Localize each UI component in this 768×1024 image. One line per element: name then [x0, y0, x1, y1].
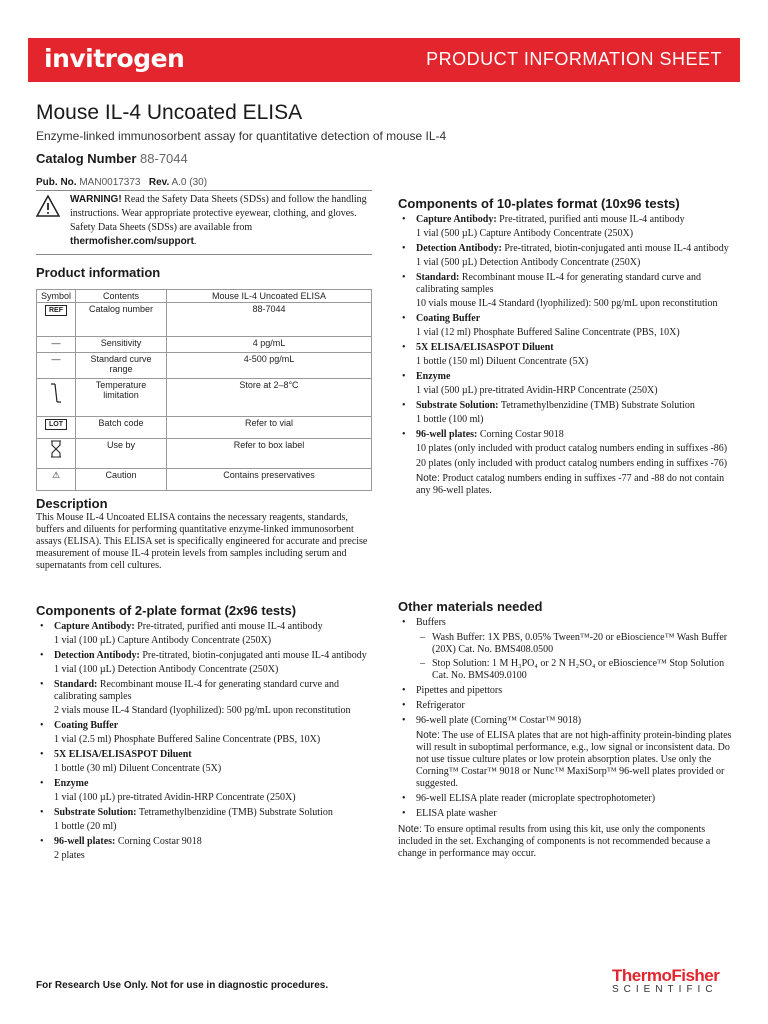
list-item: • Buffers [398, 617, 734, 629]
list-item: • Refrigerator [398, 700, 734, 712]
table-cell: Refer to vial [167, 417, 372, 439]
header-bar [28, 38, 740, 82]
item-label: Enzyme [416, 371, 451, 382]
table-cell: Catalog number [76, 303, 167, 337]
plates-note [398, 473, 734, 497]
item-text: Tetramethylbenzidine (TMB) Substrate Solution [136, 807, 333, 818]
brand-sub: SCIENTIFIC [612, 984, 718, 995]
list-item [398, 313, 734, 325]
warning-text [70, 193, 372, 249]
list-subitem: 20 plates (only included with product catalog numbers ending in suffixes -76) [416, 458, 728, 469]
table-header-row [37, 290, 372, 303]
invitrogen-logo: invitrogen [44, 44, 185, 73]
note-text: To ensure optimal results from using this kit, use only the components included in the set. Exchanging of components is not recommended because a change in performance may occur. [398, 824, 711, 859]
item-label: Detection Antibody: [416, 243, 502, 254]
table-cell: Sensitivity [76, 337, 167, 353]
pub-value: MAN0017373 [79, 177, 141, 188]
list-subitem: – Wash Buffer: 1X PBS, 0.05% Tween™-20 or eBioscience™ Wash Buffer (20X) Cat. No. BMS408.0500 [398, 632, 734, 656]
other-materials-heading: Other materials needed [398, 599, 543, 614]
list-subitem: – Stop Solution: 1 M H₃PO₄ or 2 N H₂SO₄ or eBioscience™ Stop Solution Cat. No. BMS409.0100 [398, 658, 734, 682]
table-cell: Refer to box label [167, 439, 372, 469]
item-text: Pre-titrated, purified anti mouse IL-4 antibody [496, 214, 685, 225]
final-note [398, 824, 734, 860]
item-label: Capture Antibody: [54, 621, 135, 632]
item-label: Coating Buffer [54, 720, 119, 731]
footer-disclaimer: For Research Use Only. Not for use in diagnostic procedures. [36, 980, 329, 991]
list-item [36, 650, 372, 662]
dash-symbol: — [37, 353, 76, 379]
lot-symbol-icon: LOT [45, 419, 67, 430]
hourglass-icon [50, 440, 62, 458]
item-label: Standard: [54, 679, 98, 690]
table-cell: 4 pg/mL [167, 337, 372, 353]
item-label: Enzyme [54, 778, 89, 789]
page-title: Mouse IL-4 Uncoated ELISA [36, 101, 303, 124]
list-subitem: 1 vial (500 µL) pre-titrated Avidin-HRP Concentrate (250X) [416, 385, 658, 396]
item-label: Substrate Solution: [416, 400, 499, 411]
list-subitem: 2 vials mouse IL-4 Standard (lyophilized): 500 pg/mL upon reconstitution [54, 705, 351, 716]
table-row [37, 439, 372, 469]
note-label: Note: [398, 824, 422, 835]
item-text: Recombinant mouse IL-4 for generating standard curve and calibrating samples [416, 272, 701, 295]
table-row [37, 303, 372, 337]
table-cell: Standard curve range [76, 353, 167, 379]
list-subitem: 1 vial (100 µL) Capture Antibody Concentrate (250X) [54, 635, 272, 646]
list-item [36, 679, 372, 703]
list-item [36, 621, 372, 633]
list-item [36, 720, 372, 732]
list-item [398, 429, 734, 441]
item-label: 5X ELISA/ELISASPOT Diluent [54, 749, 192, 760]
ref-symbol-icon: REF [45, 305, 67, 316]
table-row [37, 337, 372, 353]
list-item [36, 778, 372, 790]
list-subitem: 1 bottle (30 ml) Diluent Concentrate (5X) [54, 763, 222, 774]
item-label: 5X ELISA/ELISASPOT Diluent [416, 342, 554, 353]
warning-icon [36, 195, 60, 217]
pub-label: Pub. No. [36, 177, 77, 188]
list-subitem: 1 vial (12 ml) Phosphate Buffered Saline Concentrate (PBS, 10X) [416, 327, 680, 338]
list-item [398, 400, 734, 412]
support-link[interactable]: thermofisher.com/support [70, 236, 194, 247]
ten-plate-list [398, 214, 734, 497]
item-text: Corning Costar 9018 [115, 836, 202, 847]
list-item [398, 272, 734, 296]
product-info-table [36, 289, 372, 491]
note-label: Note: [416, 473, 440, 484]
list-item: • Pipettes and pipettors [398, 685, 734, 697]
ten-plate-heading: Components of 10-plates format (10x96 tests) [398, 196, 680, 211]
list-subitem: 1 vial (100 µL) Detection Antibody Concentrate (250X) [54, 664, 279, 675]
ten-plate-section [398, 196, 734, 500]
table-cell: 88-7044 [167, 303, 372, 337]
two-plate-section [36, 603, 372, 865]
thermofisher-logo [612, 966, 734, 995]
table-row [37, 469, 372, 491]
table-cell: Store at 2–8°C [167, 379, 372, 417]
list-item: • 96-well ELISA plate reader (microplate spectrophotometer) [398, 793, 734, 805]
list-item [398, 214, 734, 226]
note-label: Note: [416, 730, 440, 741]
two-plate-heading: Components of 2-plate format (2x96 tests) [36, 603, 297, 618]
brand-name: ThermoFisher [612, 966, 720, 985]
temperature-limit-icon [49, 380, 63, 406]
list-subitem: 1 vial (2.5 ml) Phosphate Buffered Saline Concentrate (PBS, 10X) [54, 734, 321, 745]
product-info-heading: Product information [36, 265, 161, 280]
list-subitem: 10 plates (only included with product catalog numbers ending in suffixes -86) [416, 443, 728, 454]
divider [36, 254, 372, 255]
list-subitem: 1 bottle (150 ml) Diluent Concentrate (5X) [416, 356, 589, 367]
list-subitem: 1 vial (500 µL) Capture Antibody Concentrate (250X) [416, 228, 634, 239]
table-cell: Contains preservatives [167, 469, 372, 491]
table-cell: Use by [76, 439, 167, 469]
table-row [37, 417, 372, 439]
list-subitem: 1 bottle (20 ml) [54, 821, 117, 832]
table-cell: Batch code [76, 417, 167, 439]
item-text: Pre-titrated, biotin-conjugated anti mouse IL-4 antibody [139, 650, 367, 661]
list-item [398, 342, 734, 354]
note-text: Product catalog numbers ending in suffixes -77 and -88 do not contain any 96-well plates. [416, 473, 725, 496]
pub-info [36, 177, 207, 188]
divider [36, 190, 372, 191]
item-text: Recombinant mouse IL-4 for generating standard curve and calibrating samples [54, 679, 339, 702]
table-cell: 4-500 pg/mL [167, 353, 372, 379]
warning-end: . [193, 236, 197, 247]
list-subitem: 1 vial (100 µL) pre-titrated Avidin-HRP Concentrate (250X) [54, 792, 296, 803]
item-text: Corning Costar 9018 [477, 429, 564, 440]
item-text: Pre-titrated, purified anti mouse IL-4 antibody [134, 621, 323, 632]
caution-icon: ⚠ [37, 469, 76, 491]
list-item [36, 749, 372, 761]
sheet-label: PRODUCT INFORMATION SHEET [426, 49, 722, 69]
warning-label: WARNING! [70, 194, 122, 205]
rev-value: A.0 (30) [171, 177, 208, 188]
item-text: Tetramethylbenzidine (TMB) Substrate Solution [498, 400, 695, 411]
item-label: Standard: [416, 272, 460, 283]
list-item [398, 371, 734, 383]
list-item: • 96-well plate (Corning™ Costar™ 9018) [398, 715, 734, 727]
note-text: The use of ELISA plates that are not high-affinity protein-binding plates will result in suboptimal performance, e.g., low signal or inconsistent data. Do not use tissue culture plates or low protein absorption plates. Use only the Corning™ Costar™ 9018 or Nunc™ MaxiSorp™ 96-well plates provided or suggested. [416, 730, 732, 789]
item-text: Pre-titrated, biotin-conjugated anti mouse IL-4 antibody [501, 243, 729, 254]
list-item [36, 807, 372, 819]
table-row [37, 379, 372, 417]
description-heading: Description [36, 496, 108, 511]
table-cell: Temperature limitation [76, 379, 167, 417]
two-plate-list [36, 621, 372, 862]
list-subitem: 2 plates [54, 850, 85, 861]
item-label: 96-well plates: [416, 429, 478, 440]
table-cell: Caution [76, 469, 167, 491]
table-header: Symbol [37, 290, 76, 303]
catalog-label: Catalog Number [36, 151, 137, 166]
warning-body: Read the Safety Data Sheets (SDSs) and follow the handling instructions. Wear appropriate protective eyewear, clothing, and gloves. Safety Data Sheets (SDSs) are available from [70, 194, 367, 233]
description-text: This Mouse IL-4 Uncoated ELISA contains the necessary reagents, standards, buffers and diluents for performing quantitative enzyme-linked immunosorbent assays (ELISA). This ELISA set is specifically engineered for accurate and precise measurement of mouse IL-4 protein levels from samples including serum and supernatants from cell cultures. [36, 512, 368, 571]
list-item [36, 836, 372, 848]
rev-label: Rev. [148, 177, 170, 188]
item-label: Capture Antibody: [416, 214, 497, 225]
warning-box [36, 193, 372, 249]
list-item: • ELISA plate washer [398, 808, 734, 820]
item-label: Substrate Solution: [54, 807, 137, 818]
table-row [37, 353, 372, 379]
catalog-value: 88-7044 [140, 151, 188, 166]
list-subitem: 1 bottle (100 ml) [416, 414, 484, 425]
other-materials-section [398, 599, 734, 860]
catalog-number [36, 151, 188, 166]
table-header: Contents [76, 290, 167, 303]
plate-note [398, 730, 734, 790]
list-item [398, 243, 734, 255]
description-section [36, 496, 372, 572]
other-materials-list [398, 617, 734, 820]
dash-symbol: — [37, 337, 76, 353]
list-subitem: 10 vials mouse IL-4 Standard (lyophilized): 500 pg/mL upon reconstitution [416, 298, 718, 309]
list-subitem: 1 vial (500 µL) Detection Antibody Concentrate (250X) [416, 257, 641, 268]
table-header: Mouse IL-4 Uncoated ELISA [167, 290, 372, 303]
item-label: 96-well plates: [54, 836, 116, 847]
item-label: Detection Antibody: [54, 650, 140, 661]
item-label: Coating Buffer [416, 313, 481, 324]
page-subtitle: Enzyme-linked immunosorbent assay for quantitative detection of mouse IL-4 [36, 129, 447, 143]
